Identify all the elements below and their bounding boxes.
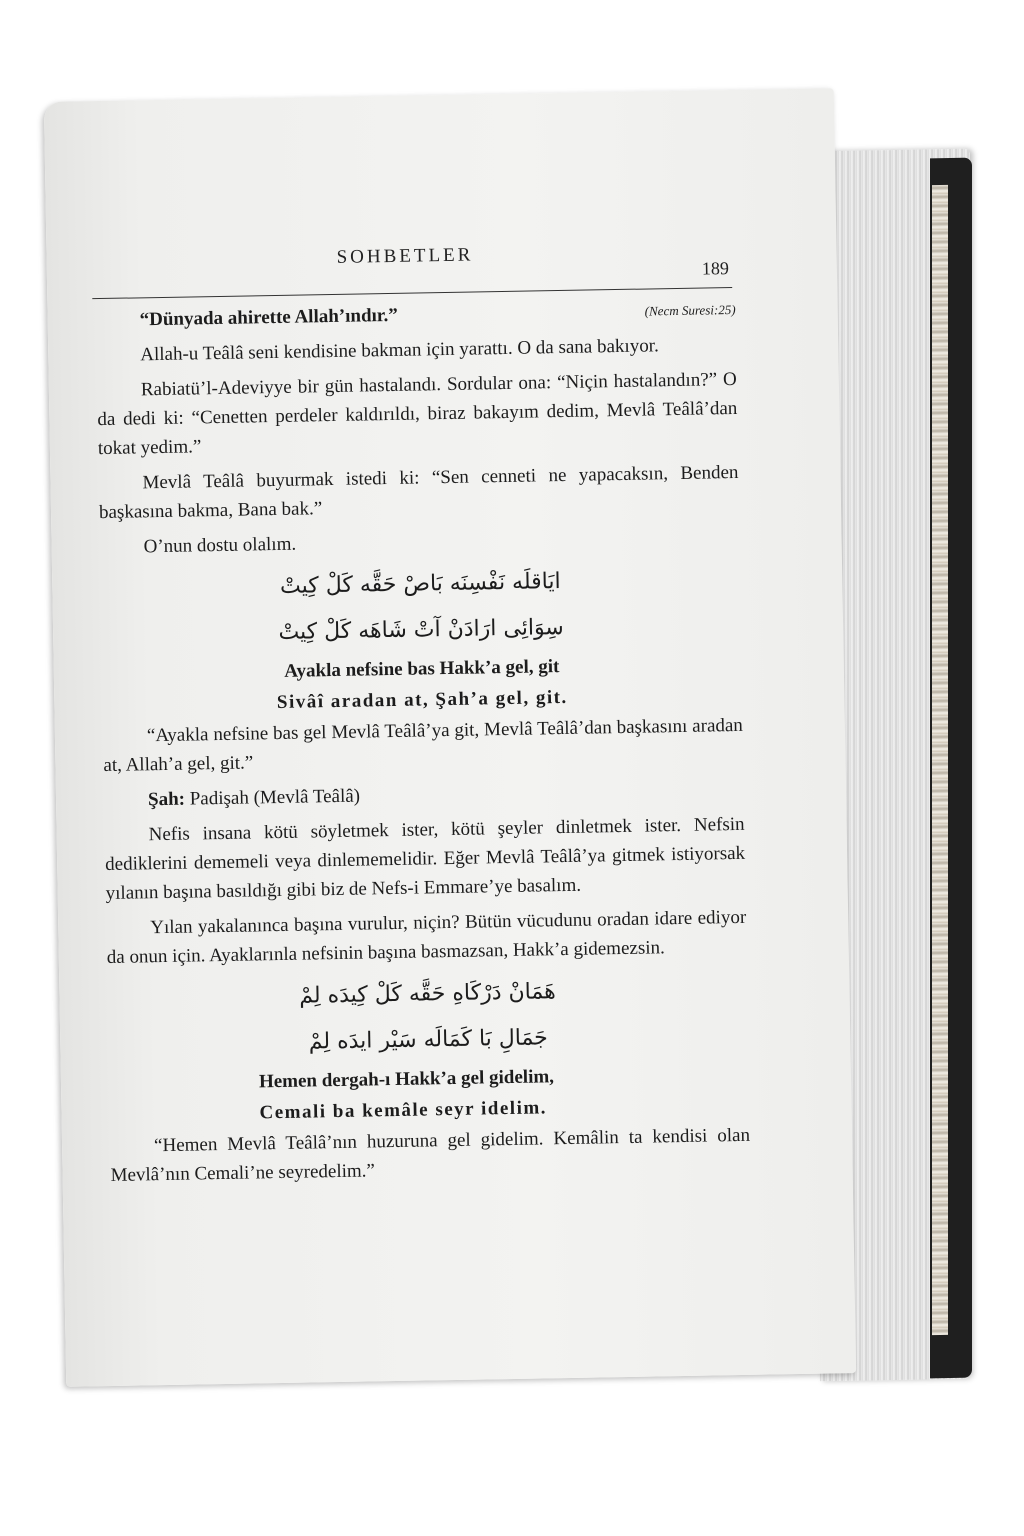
page-number: 189: [701, 258, 730, 279]
verse-line-3: Hemen dergah-ı Hakk’a gel gidelim,: [258, 1066, 555, 1093]
running-head: SOHBETLER: [336, 244, 474, 268]
arabic-verse-2: سِوَائِى ارَادَنْ آتْ شَاهَه كَلْ كِيتْ: [278, 614, 564, 645]
arabic-verse-4: جَمَالِ بَا كَمَالَه سَيْر ايدَه لِمْ: [308, 1025, 549, 1055]
verse-line-1: Ayakla nefsine bas Hakk’a gel, git: [284, 656, 560, 682]
paragraph-1: Allah-u Teâlâ seni kendisine bakman için yarattı. O da sana bakıyor.: [140, 335, 659, 366]
definition-term: Şah:: [147, 788, 186, 811]
paragraph-2: Rabiatü’l-Adeviyye bir gün hastalandı. Sordular ona: “Niçin hastalandın?” O da dedi ki: “Cenetten perdeler kaldırıldı, biraz bakayım dedim, Mevlâ Teâlâ’dan tokat yedim.”: [97, 368, 738, 460]
book-gilt-edge: [932, 185, 948, 1335]
quote-line: [95, 295, 735, 335]
quote-title: “Dünyada ahirette Allah’ındır.”: [139, 304, 398, 331]
paragraph-4: O’nun dostu olalım.: [143, 533, 297, 558]
verse-line-2: Sivâî aradan at, Şah’a gel, git.: [276, 686, 568, 714]
paragraph-6: Nefis insana kötü söyletmek ister, kötü şeyler dinletmek ister. Nefsin dediklerini dememeli veya dinlememelidir. Eğer Mevlâ Teâlâ’ya gitmek istiyorsak yılanın başına basıldığı gibi biz de Nefs-i Emmare’ye basalım.: [104, 813, 746, 905]
arabic-verse-3: هَمَانْ دَرْكَاهِ حَقَّه كَلْ كِيدَه لِمْ: [299, 979, 556, 1009]
paragraph-8: “Hemen Mevlâ Teâlâ’nın huzuruna gel gidelim. Kemâlin ta kendisi olan Mevlâ’nın Cemali’ne seyredelim.”: [110, 1124, 751, 1186]
verse-line-4: Cemali ba kemâle seyr idelim.: [259, 1097, 548, 1124]
paragraph-7: Yılan yakalanınca başına vurulur, niçin? Bütün vücudunu oradan idare ediyor da onun için. Ayaklarınla nefsinin başına basmazsan, Hakk’a gidemezsin.: [106, 906, 747, 969]
page-text: [95, 295, 750, 1196]
definition-text: Padişah (Mevlâ Teâlâ): [184, 785, 361, 810]
book-page: [44, 88, 856, 1387]
quote-source: (Necm Suresi:25): [644, 301, 736, 319]
paragraph-3: Mevlâ Teâlâ buyurmak istedi ki: “Sen cenneti ne yapacaksın, Benden başkasına bakma, Bana bak.”: [98, 461, 739, 524]
definition: [104, 775, 744, 815]
arabic-verse-1: ايَاقلَه نَفْسِنَه بَاصْ حَقَّه كَلْ كِيتْ: [279, 569, 561, 599]
paragraph-5: “Ayakla nefsine bas gel Mevlâ Teâlâ’ya git, Mevlâ Teâlâ’dan başkasını aradan at, Allah’a gel, git.”: [103, 714, 744, 777]
